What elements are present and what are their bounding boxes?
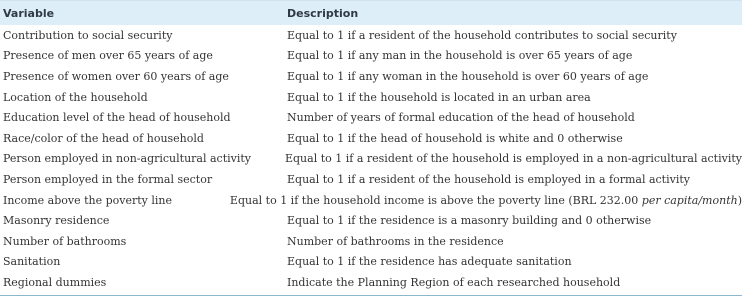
cell-description: Number of years of formal education of the head of household (287, 111, 635, 125)
cell-description: Number of bathrooms in the residence (287, 234, 504, 248)
table-row (0, 169, 742, 190)
cell-variable: Person employed in the formal sector (3, 172, 213, 186)
table-row (0, 25, 742, 46)
description-tail: ) (737, 193, 742, 207)
cell-description: Equal to 1 if a resident of the household contributes to social security (287, 28, 677, 42)
cell-variable: Regional dummies (3, 275, 107, 289)
table-bottom-rule (0, 295, 742, 296)
cell-description: Equal to 1 if the household is located in an urban area (287, 90, 591, 104)
table-row (0, 231, 742, 252)
cell-description: Equal to 1 if any man in the household is over 65 years of age (287, 49, 633, 63)
cell-description: Equal to 1 if a resident of the household is employed in a non-agricultural activity (284, 152, 742, 166)
cell-variable: Presence of men over 65 years of age (3, 49, 213, 63)
table-row (0, 46, 742, 67)
table-row (0, 272, 742, 293)
table-row (0, 128, 742, 149)
cell-description: Equal to 1 if the head of household is white and 0 otherwise (287, 131, 623, 145)
cell-variable: Masonry residence (3, 214, 110, 228)
cell-description: Equal to 1 if a resident of the household is employed in a formal activity (287, 172, 690, 186)
cell-variable: Sanitation (3, 255, 61, 269)
cell-description: Equal to 1 if the residence is a masonry building and 0 otherwise (287, 214, 652, 228)
cell-variable: Race/color of the head of household (3, 131, 204, 145)
table-row (0, 87, 742, 108)
cell-variable: Presence of women over 60 years of age (3, 69, 229, 83)
table-row (0, 190, 742, 211)
cell-variable: Location of the household (3, 90, 148, 104)
cell-description: Indicate the Planning Region of each researched household (287, 275, 621, 289)
description-text: Equal to 1 if the household income is above the poverty line (BRL 232.00 (229, 193, 642, 207)
table-row (0, 252, 742, 273)
description-italic: per capita/month (641, 193, 738, 207)
table-row (0, 66, 742, 87)
table-row (0, 210, 742, 231)
cell-variable: Contribution to social security (3, 28, 173, 42)
cell-variable: Education level of the head of household (3, 111, 231, 125)
header-variable: Variable (3, 6, 55, 20)
cell-description: Equal to 1 if any woman in the household is over 60 years of age (287, 69, 649, 83)
cell-description (230, 194, 742, 207)
table-row (0, 107, 742, 128)
table-row (0, 149, 742, 170)
cell-variable: Income above the poverty line (3, 193, 173, 207)
table-header (0, 0, 742, 25)
cell-variable: Person employed in non-agricultural activity (3, 152, 252, 166)
header-description: Description (287, 6, 359, 20)
cell-description: Equal to 1 if the residence has adequate sanitation (287, 255, 572, 269)
cell-variable: Number of bathrooms (3, 234, 127, 248)
